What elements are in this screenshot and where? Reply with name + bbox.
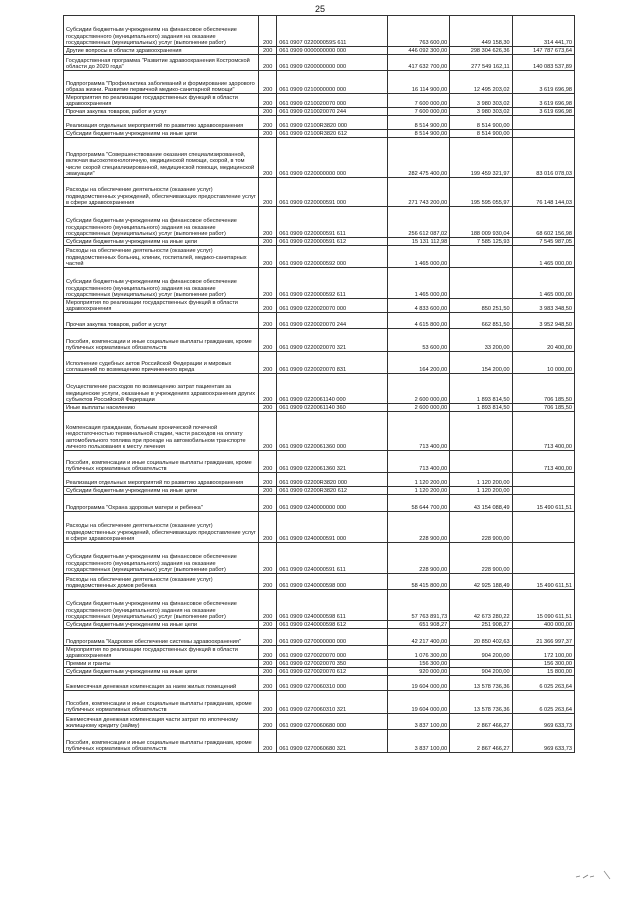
row-org-code: 200 [259,16,277,47]
row-assigned: 57 763 891,73 [387,590,449,621]
row-name: Мероприятия по реализации государственных функций в области здравоохранения [64,646,259,660]
row-budget-code: 061 0909 0240000598 612 [277,621,388,629]
row-org-code: 200 [259,238,277,246]
row-assigned: 282 475 400,00 [387,138,449,178]
row-budget-code: 061 0909 0210020070 000 [277,94,388,108]
row-assigned: 53 600,00 [387,329,449,352]
table-row [64,590,575,621]
row-unexecuted [512,473,574,487]
row-name: Субсидии бюджетным учреждениям на финансовое обеспечение государственного (муниципального) задания на оказание государственных (муниципальных) услуг (выполнение работ) [64,543,259,574]
row-unexecuted: 20 400,00 [512,329,574,352]
table-row [64,130,575,138]
row-name: Расходы на обеспечение деятельности (оказание услуг) подведомственных учреждений, обеспечивающих предоставление услуг в сфере здравоохранения [64,178,259,207]
row-assigned: 1 076 300,00 [387,646,449,660]
row-budget-code: 061 0909 0270020070 350 [277,660,388,668]
row-assigned: 228 900,00 [387,543,449,574]
row-assigned: 42 217 400,00 [387,629,449,646]
row-assigned: 1 465 000,00 [387,246,449,268]
table-row [64,676,575,691]
row-name: Реализация отдельных мероприятий по развитию здравоохранения [64,473,259,487]
table-row [64,138,575,178]
row-name: Ежемесячная денежная компенсация за наем жилых помещений [64,676,259,691]
table-row [64,268,575,299]
row-name: Реализация отдельных мероприятий по развитию здравоохранения [64,116,259,130]
row-org-code: 200 [259,629,277,646]
row-org-code: 200 [259,47,277,55]
row-name: Исполнение судебных актов Российской Федерации и мировых соглашений по возмещению причиненного вреда [64,352,259,374]
table-row [64,116,575,130]
row-budget-code: 061 0909 02100R3820 612 [277,130,388,138]
row-assigned: 4 615 800,00 [387,313,449,329]
row-executed: 3 980 303,02 [450,108,512,116]
row-budget-code: 061 0909 0220061140 000 [277,374,388,404]
table-row [64,473,575,487]
table-row [64,238,575,246]
row-name: Осуществление расходов по возмещению затрат пациентам за медицинские услуги, оказанные в учреждениях здравоохранения других субъектов Российской Федерации [64,374,259,404]
row-assigned: 228 900,00 [387,512,449,543]
row-name: Государственная программа "Развитие здравоохранения Костромской области до 2020 года" [64,55,259,71]
row-name: Субсидии бюджетным учреждениям на иные цели [64,130,259,138]
row-budget-code: 061 0909 0220061140 360 [277,404,388,412]
row-assigned: 7 600 000,00 [387,108,449,116]
row-executed: 33 200,00 [450,329,512,352]
row-budget-code: 061 0909 0270060680 321 [277,730,388,753]
row-name: Прочая закупка товаров, работ и услуг [64,313,259,329]
table-row [64,691,575,714]
row-org-code: 200 [259,130,277,138]
row-unexecuted: 1 465 000,00 [512,268,574,299]
row-assigned: 2 600 000,00 [387,374,449,404]
table-row [64,660,575,668]
row-assigned: 19 604 000,00 [387,676,449,691]
row-budget-code: 061 0909 0270060310 000 [277,676,388,691]
row-unexecuted: 10 000,00 [512,352,574,374]
row-budget-code: 061 0909 0220000591 000 [277,178,388,207]
row-unexecuted [512,512,574,543]
table-row [64,621,575,629]
row-budget-code: 061 0909 0240000591 611 [277,543,388,574]
row-org-code: 200 [259,374,277,404]
row-budget-code: 061 0909 02200R3820 612 [277,487,388,495]
row-executed [450,246,512,268]
row-executed: 43 154 088,49 [450,495,512,512]
row-name: Пособия, компенсации и иные социальные выплаты гражданам, кроме публичных нормативных обязательств [64,451,259,473]
row-assigned: 256 612 087,02 [387,207,449,238]
row-budget-code: 061 0907 022000059S 611 [277,16,388,47]
row-budget-code: 061 0909 0000000000 000 [277,47,388,55]
row-budget-code: 061 0909 0220061360 321 [277,451,388,473]
row-budget-code: 061 0909 0220000591 611 [277,207,388,238]
page-number: 25 [314,4,325,14]
row-executed: 298 304 626,36 [450,47,512,55]
row-name: Пособия, компенсации и иные социальные выплаты гражданам, кроме публичных нормативных обязательств [64,691,259,714]
row-executed: 20 850 402,63 [450,629,512,646]
table-row [64,495,575,512]
row-assigned: 446 092 300,00 [387,47,449,55]
row-executed [450,660,512,668]
row-name: Подпрограмма "Кадровое обеспечение системы здравоохранения" [64,629,259,646]
row-name: Субсидии бюджетным учреждениям на иные цели [64,621,259,629]
row-org-code: 200 [259,404,277,412]
row-executed: 13 578 736,36 [450,691,512,714]
row-unexecuted: 713 400,00 [512,412,574,451]
row-executed [450,268,512,299]
row-name: Пособия, компенсации и иные социальные выплаты гражданам, кроме публичных нормативных обязательств [64,730,259,753]
row-budget-code: 061 0909 0220020070 831 [277,352,388,374]
row-org-code: 200 [259,178,277,207]
row-assigned: 4 833 600,00 [387,299,449,313]
row-name: Субсидии бюджетным учреждениям на финансовое обеспечение государственного (муниципального) задания на оказание государственных (муниципальных) услуг (выполнение работ) [64,268,259,299]
row-executed: 2 867 466,27 [450,730,512,753]
row-name: Субсидии бюджетным учреждениям на финансовое обеспечение государственного (муниципального) задания на оказание государственных (муниципальных) услуг (выполнение работ) [64,16,259,47]
table-row [64,543,575,574]
row-org-code: 200 [259,473,277,487]
table-row [64,299,575,313]
row-name: Субсидии бюджетным учреждениям на финансовое обеспечение государственного (муниципального) задания на оказание государственных (муниципальных) услуг (выполнение работ) [64,207,259,238]
row-unexecuted: 15 800,00 [512,668,574,676]
row-assigned: 164 200,00 [387,352,449,374]
row-executed: 850 251,50 [450,299,512,313]
row-org-code: 200 [259,543,277,574]
row-unexecuted: 6 025 263,64 [512,691,574,714]
row-executed: 1 893 814,50 [450,374,512,404]
row-org-code: 200 [259,94,277,108]
row-executed: 449 158,30 [450,16,512,47]
row-executed: 1 120 200,00 [450,487,512,495]
row-assigned: 271 743 200,00 [387,178,449,207]
row-executed: 277 549 162,11 [450,55,512,71]
row-unexecuted: 140 083 537,89 [512,55,574,71]
row-assigned: 19 604 000,00 [387,691,449,714]
row-unexecuted: 3 952 948,50 [512,313,574,329]
table-row [64,487,575,495]
row-assigned: 763 600,00 [387,16,449,47]
row-org-code: 200 [259,512,277,543]
row-executed: 904 200,00 [450,646,512,660]
table-row [64,404,575,412]
row-executed: 662 851,50 [450,313,512,329]
row-name: Пособия, компенсации и иные социальные выплаты гражданам, кроме публичных нормативных обязательств [64,329,259,352]
row-budget-code: 061 0909 0220061360 000 [277,412,388,451]
row-unexecuted: 21 366 997,37 [512,629,574,646]
row-unexecuted: 68 602 156,98 [512,207,574,238]
row-unexecuted [512,130,574,138]
row-name: Прочая закупка товаров, работ и услуг [64,108,259,116]
row-unexecuted: 3 619 696,98 [512,71,574,94]
row-executed: 199 459 321,97 [450,138,512,178]
row-name: Ежемесячная денежная компенсация части затрат по ипотечному жилищному кредиту (займу) [64,714,259,730]
row-executed: 195 595 055,97 [450,178,512,207]
row-org-code: 200 [259,451,277,473]
row-unexecuted: 15 490 611,51 [512,574,574,590]
row-unexecuted: 83 016 078,03 [512,138,574,178]
row-executed: 3 980 303,02 [450,94,512,108]
row-org-code: 200 [259,590,277,621]
row-unexecuted: 147 787 673,64 [512,47,574,55]
table-row [64,207,575,238]
row-unexecuted: 15 490 611,51 [512,495,574,512]
row-org-code: 200 [259,487,277,495]
row-org-code: 200 [259,668,277,676]
row-budget-code: 061 0909 0240000591 000 [277,512,388,543]
row-assigned: 58 644 700,00 [387,495,449,512]
row-org-code: 200 [259,621,277,629]
table-body [64,16,575,753]
row-unexecuted: 6 025 263,64 [512,676,574,691]
row-budget-code: 061 0909 0270000000 000 [277,629,388,646]
row-unexecuted [512,487,574,495]
row-unexecuted: 969 633,73 [512,730,574,753]
row-assigned: 8 514 900,00 [387,116,449,130]
table-row [64,108,575,116]
row-assigned: 920 000,00 [387,668,449,676]
row-assigned: 713 400,00 [387,451,449,473]
row-executed: 228 900,00 [450,543,512,574]
row-unexecuted: 1 465 000,00 [512,246,574,268]
row-org-code: 200 [259,646,277,660]
table-row [64,55,575,71]
row-org-code: 200 [259,71,277,94]
row-assigned: 2 600 000,00 [387,404,449,412]
row-name: Иные выплаты населению [64,404,259,412]
table-row [64,329,575,352]
row-executed: 12 495 203,02 [450,71,512,94]
row-name: Субсидии бюджетным учреждениям на иные цели [64,668,259,676]
row-unexecuted: 3 619 696,98 [512,94,574,108]
row-org-code: 200 [259,55,277,71]
row-unexecuted [512,116,574,130]
table-row [64,16,575,47]
row-budget-code: 061 0909 0220000592 611 [277,268,388,299]
row-executed: 904 200,00 [450,668,512,676]
row-assigned: 7 600 000,00 [387,94,449,108]
table-row [64,313,575,329]
row-unexecuted: 400 000,00 [512,621,574,629]
row-unexecuted: 76 148 144,03 [512,178,574,207]
row-unexecuted: 15 090 611,51 [512,590,574,621]
row-budget-code: 061 0909 0220020070 321 [277,329,388,352]
row-name: Расходы на обеспечение деятельности (оказание услуг) подведомственных учреждений, обеспечивающих предоставление услуг в сфере здравоохранения [64,512,259,543]
row-unexecuted: 172 100,00 [512,646,574,660]
row-assigned: 8 514 900,00 [387,130,449,138]
row-unexecuted: 969 633,73 [512,714,574,730]
row-unexecuted: 713 400,00 [512,451,574,473]
row-org-code: 200 [259,495,277,512]
row-executed [450,451,512,473]
row-org-code: 200 [259,116,277,130]
row-budget-code: 061 0909 0210020070 244 [277,108,388,116]
row-name: Компенсация гражданам, больным хронической почечной недостаточностью терминальной стадии, части расходов на оплату автомобильного топлива при проезде на автомобильном транспорте личного пользования к месту лечения [64,412,259,451]
row-name: Субсидии бюджетным учреждениям на финансовое обеспечение государственного (муниципального) задания на оказание государственных (муниципальных) услуг (выполнение работ) [64,590,259,621]
row-org-code: 200 [259,207,277,238]
table-row [64,71,575,94]
row-assigned: 1 465 000,00 [387,268,449,299]
row-org-code: 200 [259,108,277,116]
row-unexecuted: 7 545 987,05 [512,238,574,246]
row-executed: 7 585 125,93 [450,238,512,246]
table-row [64,412,575,451]
row-executed [450,412,512,451]
row-executed: 154 200,00 [450,352,512,374]
row-org-code: 200 [259,412,277,451]
row-org-code: 200 [259,691,277,714]
row-assigned: 58 415 800,00 [387,574,449,590]
row-budget-code: 061 0909 0270060680 000 [277,714,388,730]
row-name: Подпрограмма "Охрана здоровья матери и ребенка" [64,495,259,512]
row-assigned: 1 120 200,00 [387,473,449,487]
table-row [64,714,575,730]
row-executed: 42 925 188,49 [450,574,512,590]
row-org-code: 200 [259,574,277,590]
row-assigned: 713 400,00 [387,412,449,451]
row-assigned: 3 837 100,00 [387,730,449,753]
row-unexecuted: 3 983 348,50 [512,299,574,313]
row-name: Мероприятия по реализации государственных функций в области здравоохранения [64,299,259,313]
row-executed: 251 908,27 [450,621,512,629]
row-assigned: 3 837 100,00 [387,714,449,730]
row-budget-code: 061 0909 0200000000 000 [277,55,388,71]
row-executed: 8 514 900,00 [450,116,512,130]
row-name: Расходы на обеспечение деятельности (оказание услуг) подведомственных больниц, клиник, госпиталей, медико-санитарных частей [64,246,259,268]
row-executed: 1 120 200,00 [450,473,512,487]
row-executed: 188 009 930,04 [450,207,512,238]
row-org-code: 200 [259,268,277,299]
row-budget-code: 061 0909 0220020070 244 [277,313,388,329]
row-org-code: 200 [259,676,277,691]
table-row [64,374,575,404]
row-budget-code: 061 0909 0210000000 000 [277,71,388,94]
handwritten-mark [574,868,614,882]
row-org-code: 200 [259,329,277,352]
row-assigned: 651 908,27 [387,621,449,629]
row-assigned: 417 632 700,00 [387,55,449,71]
row-unexecuted: 3 619 696,98 [512,108,574,116]
row-budget-code: 061 0909 0240000598 611 [277,590,388,621]
row-budget-code: 061 0909 02100R3820 000 [277,116,388,130]
row-org-code: 200 [259,660,277,668]
row-budget-code: 061 0909 0270020070 000 [277,646,388,660]
row-unexecuted [512,543,574,574]
row-name: Субсидии бюджетным учреждениям на иные цели [64,238,259,246]
row-executed: 2 867 466,27 [450,714,512,730]
row-budget-code: 061 0909 0220000000 000 [277,138,388,178]
table-row [64,668,575,676]
row-budget-code: 061 0909 0240000000 000 [277,495,388,512]
row-name: Расходы на обеспечение деятельности (оказание услуг) подведомственных домов ребенка [64,574,259,590]
row-name: Субсидии бюджетным учреждениям на иные цели [64,487,259,495]
row-org-code: 200 [259,313,277,329]
row-name: Другие вопросы в области здравоохранения [64,47,259,55]
table-row [64,178,575,207]
table-row [64,512,575,543]
row-org-code: 200 [259,352,277,374]
table-row [64,352,575,374]
row-org-code: 200 [259,299,277,313]
table-row [64,629,575,646]
row-assigned: 15 131 112,98 [387,238,449,246]
row-executed: 8 514 900,00 [450,130,512,138]
row-executed: 228 900,00 [450,512,512,543]
row-budget-code: 061 0909 0270020070 612 [277,668,388,676]
row-name: Подпрограмма "Совершенствование оказания специализированной, включая высокотехнологичную, медицинской помощи, скорой, в том числе скорой специализированной, медицинской помощи, медицинской эвакуации" [64,138,259,178]
table-row [64,246,575,268]
row-unexecuted: 314 441,70 [512,16,574,47]
row-budget-code: 061 0909 0220000592 000 [277,246,388,268]
table-row [64,646,575,660]
row-org-code: 200 [259,730,277,753]
row-executed: 13 578 736,36 [450,676,512,691]
row-executed: 42 673 280,22 [450,590,512,621]
row-budget-code: 061 0909 0270060310 321 [277,691,388,714]
row-assigned: 156 300,00 [387,660,449,668]
row-assigned: 16 114 900,00 [387,71,449,94]
row-org-code: 200 [259,714,277,730]
table-row [64,730,575,753]
table-row [64,94,575,108]
table-row [64,574,575,590]
row-budget-code: 061 0909 0220000591 612 [277,238,388,246]
row-name: Подпрограмма "Профилактика заболеваний и формирование здорового образа жизни. Развитие первичной медико-санитарной помощи" [64,71,259,94]
row-name: Премии и гранты [64,660,259,668]
row-name: Мероприятия по реализации государственных функций в области здравоохранения [64,94,259,108]
row-budget-code: 061 0909 0220020070 000 [277,299,388,313]
row-unexecuted: 156 300,00 [512,660,574,668]
row-budget-code: 061 0909 02200R3820 000 [277,473,388,487]
row-executed: 1 893 814,50 [450,404,512,412]
table-row [64,451,575,473]
table-row [64,47,575,55]
budget-table [63,15,575,753]
row-unexecuted: 706 185,50 [512,374,574,404]
row-assigned: 1 120 200,00 [387,487,449,495]
row-org-code: 200 [259,246,277,268]
row-org-code: 200 [259,138,277,178]
row-unexecuted: 706 185,50 [512,404,574,412]
row-budget-code: 061 0909 0240000598 000 [277,574,388,590]
